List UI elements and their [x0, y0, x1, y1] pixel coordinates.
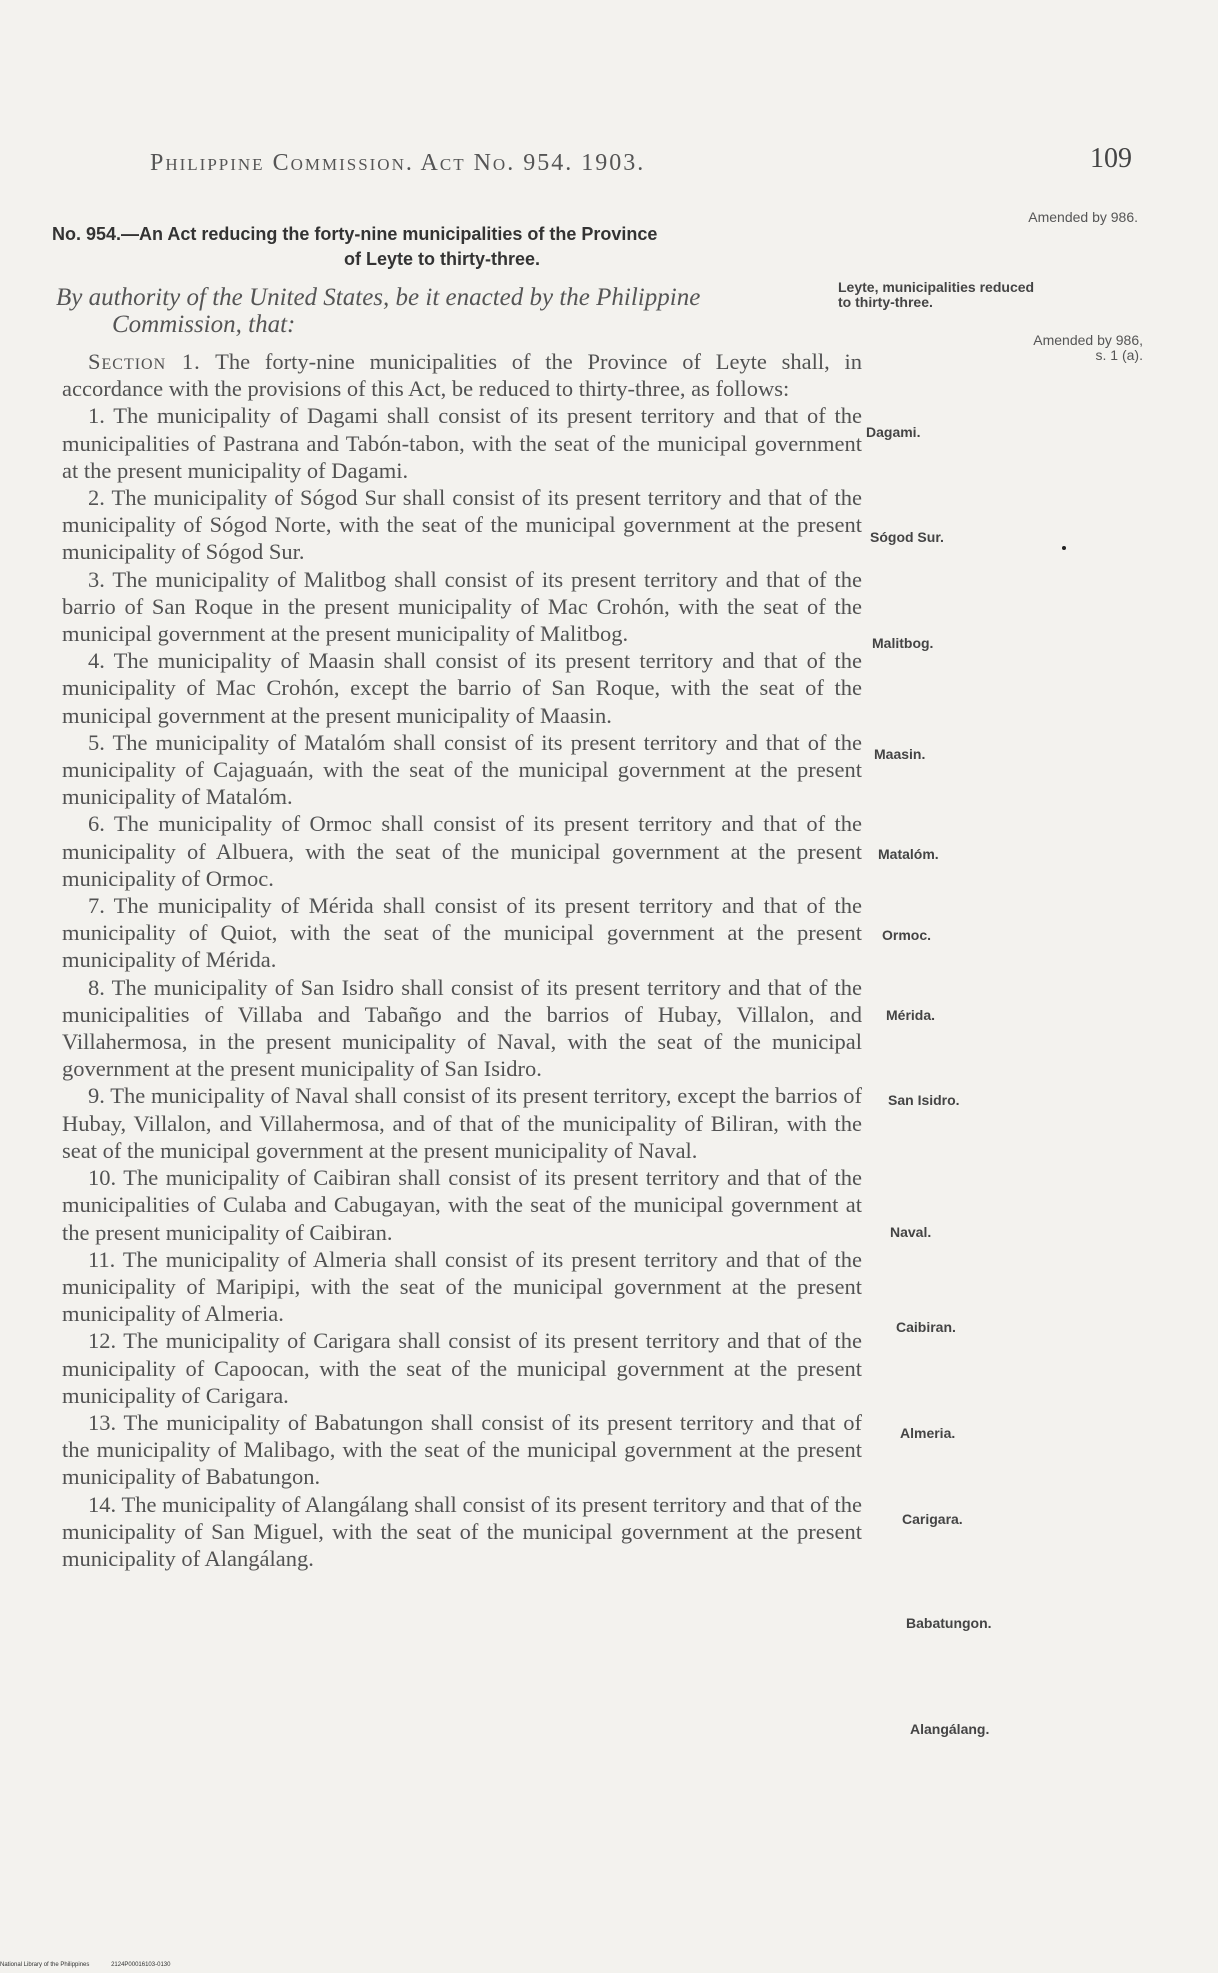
paragraph-4: 4. The municipality of Maasin shall consist of its present territory and that of the municipality of Mac Crohón, except the barrio of San Roque, with the seat of the municipal government at the present municipality of Maasin. [62, 648, 862, 728]
page-number: 109 [1090, 143, 1132, 174]
margin-note-san-isidro: San Isidro. [888, 1092, 960, 1108]
footer-code: 2124P00016103-0130 [111, 1962, 171, 1968]
scan-footer [0, 1962, 190, 1968]
margin-note-naval: Naval. [890, 1224, 932, 1240]
margin-note-carigara: Carigara. [902, 1511, 963, 1527]
margin-leyte-note: Leyte, municipalities reduced to thirty-three. [838, 279, 1035, 310]
enacting-line2: Commission, that: [112, 311, 296, 338]
ink-speck [1062, 546, 1066, 550]
margin-note-matalom: Matalóm. [878, 846, 939, 862]
footer-library: National Library of the Philippines [0, 1962, 90, 1968]
paragraph-7: 7. The municipality of Mérida shall consist of its present territory and that of the municipality of Quiot, with the seat of the municipal government at the present municipality of Mérida. [62, 893, 862, 973]
paragraph-12: 12. The municipality of Carigara shall consist of its present territory and that of the municipality of Capoocan, with the seat of the municipal government at the present municipality of Carigara. [62, 1328, 862, 1408]
paragraph-1: 1. The municipality of Dagami shall consist of its present territory and that of the municipalities of Pastrana and Tabón-tabon, with the seat of the municipal government at the present municipality of Dagami. [62, 403, 862, 483]
margin-note-sogod-sur: Sógod Sur. [870, 529, 944, 545]
act-title [52, 222, 832, 272]
paragraph-11: 11. The municipality of Almeria shall consist of its present territory and that of the municipality of Maripipi, with the seat of the municipal government at the present municipality of Almeria. [62, 1246, 862, 1327]
margin-note-almeria: Almeria. [900, 1425, 956, 1441]
paragraph-14: 14. The municipality of Alangálang shall consist of its present territory and that of the municipality of San Miguel, with the seat of the municipal government at the present municipality of Alangálang. [62, 1491, 862, 1571]
paragraph-3: 3. The municipality of Malitbog shall consist of its present territory and that of the barrio of San Roque in the present municipality of Mac Crohón, with the seat of the municipal government at the present municipality of Malitbog. [62, 566, 862, 647]
margin-amended-section: Amended by 986, s. 1 (a). [1033, 332, 1143, 363]
margin-note-ormoc: Ormoc. [882, 927, 932, 943]
section-1 [62, 348, 862, 402]
margin-note-maasin: Maasin. [874, 746, 926, 762]
paragraph-5: 5. The municipality of Matalóm shall consist of its present territory and that of the municipality of Cajaguaán, with the seat of the municipal government at the present municipality of Matalóm. [62, 729, 862, 810]
paragraph-9: 9. The municipality of Naval shall consist of its present territory, except the barrios of Hubay, Villalon, and Villahermosa, and of that of the municipality of Biliran, with the seat of the municipal government at the present municipality of Naval. [62, 1083, 862, 1163]
paragraph-10: 10. The municipality of Caibiran shall consist of its present territory and that of the municipalities of Culaba and Cabugayan, with the seat of the municipal government at the present municipality of Caibiran. [62, 1165, 862, 1245]
enacting-line1: By authority of the United States, be it enacted by the Philippine [56, 284, 701, 311]
margin-note-merida: Mérida. [886, 1007, 936, 1023]
margin-amended-top: Amended by 986. [1028, 209, 1138, 225]
margin-note-alangalang: Alangálang. [910, 1721, 990, 1737]
act-body [62, 348, 862, 1572]
paragraph-8: 8. The municipality of San Isidro shall consist of its present territory and that of the municipalities of Villaba and Tabañgo and the barrios of Hubay, Villalon, and Villahermosa, in the present municipality of Naval, with the seat of the municipal government at the present municipality of San Isidro. [62, 974, 862, 1082]
margin-note-malitbog: Malitbog. [872, 635, 934, 651]
enacting-clause [56, 284, 836, 338]
act-title-line1: No. 954.—An Act reducing the forty-nine municipalities of the Province [52, 224, 658, 244]
paragraph-2: 2. The municipality of Sógod Sur shall consist of its present territory and that of the municipality of Sógod Norte, with the seat of the municipal government at the present municipality of Sógod Sur. [62, 485, 862, 565]
paragraph-13: 13. The municipality of Babatungon shall consist of its present territory and that of the municipality of Malibago, with the seat of the municipal government at the present municipality of Babatungon. [62, 1409, 862, 1490]
section-text: The forty-nine municipalities of the Province of Leyte shall, in accordance with the provisions of this Act, be reduced to thirty-three, as follows: [62, 349, 863, 402]
margin-note-caibiran: Caibiran. [896, 1319, 956, 1335]
section-label: Section 1. [88, 349, 201, 374]
running-head: Philippine Commission. Act No. 954. 1903. [150, 150, 646, 176]
act-title-line2: of Leyte to thirty-three. [343, 249, 540, 269]
margin-note-dagami: Dagami. [866, 424, 921, 440]
paragraph-6: 6. The municipality of Ormoc shall consist of its present territory and that of the municipality of Albuera, with the seat of the municipal government at the present municipality of Ormoc. [62, 811, 862, 891]
margin-note-babatungon: Babatungon. [906, 1615, 992, 1631]
